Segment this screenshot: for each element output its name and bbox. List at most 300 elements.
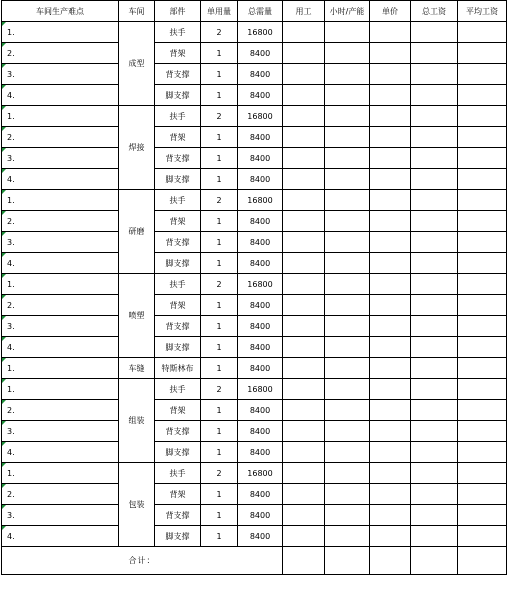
unit-qty-cell[interactable]: 2 — [201, 22, 238, 43]
input-cell[interactable] — [370, 421, 411, 442]
difficulty-cell[interactable] — [2, 337, 119, 358]
unit-qty-cell[interactable]: 1 — [201, 337, 238, 358]
difficulty-cell[interactable] — [2, 22, 119, 43]
difficulty-number: 3. — [7, 426, 15, 436]
input-cell[interactable] — [283, 463, 325, 484]
input-cell[interactable] — [325, 85, 370, 106]
total-qty-cell[interactable]: 16800 — [238, 274, 283, 295]
total-qty-cell[interactable]: 8400 — [238, 85, 283, 106]
cell-marker-icon — [2, 379, 6, 383]
part-cell[interactable]: 背架 — [155, 43, 201, 64]
unit-qty-cell[interactable]: 2 — [201, 463, 238, 484]
input-cell[interactable] — [370, 253, 411, 274]
workshop-cell[interactable]: 焊接 — [119, 106, 155, 190]
total-qty-cell[interactable]: 8400 — [238, 337, 283, 358]
input-cell[interactable] — [458, 337, 507, 358]
input-cell[interactable] — [325, 106, 370, 127]
cell-marker-icon — [2, 85, 6, 89]
table-row — [2, 316, 507, 337]
table-row — [2, 211, 507, 232]
part-cell[interactable]: 特斯林布 — [155, 358, 201, 379]
cell-marker-icon — [2, 421, 6, 425]
input-cell[interactable] — [325, 421, 370, 442]
input-cell[interactable] — [325, 295, 370, 316]
input-cell[interactable] — [325, 505, 370, 526]
part-cell[interactable]: 背支撑 — [155, 505, 201, 526]
input-cell[interactable] — [283, 211, 325, 232]
part-cell[interactable]: 脚支撑 — [155, 526, 201, 547]
total-qty-cell[interactable]: 8400 — [238, 316, 283, 337]
unit-qty-cell[interactable]: 1 — [201, 295, 238, 316]
total-qty-cell[interactable]: 16800 — [238, 190, 283, 211]
header-part[interactable]: 部件 — [155, 1, 201, 22]
cell-marker-icon — [2, 127, 6, 131]
input-cell[interactable] — [370, 64, 411, 85]
input-cell[interactable] — [458, 85, 507, 106]
input-cell[interactable] — [325, 43, 370, 64]
total-qty-cell[interactable]: 8400 — [238, 442, 283, 463]
input-cell[interactable] — [458, 526, 507, 547]
input-cell[interactable] — [411, 379, 458, 400]
input-cell[interactable] — [370, 295, 411, 316]
table-row — [2, 337, 507, 358]
part-cell[interactable]: 背架 — [155, 484, 201, 505]
input-cell[interactable] — [283, 442, 325, 463]
input-cell[interactable] — [283, 232, 325, 253]
input-cell[interactable] — [458, 148, 507, 169]
header-total-wage[interactable]: 总工资 — [411, 1, 458, 22]
total-qty-cell[interactable]: 16800 — [238, 22, 283, 43]
input-cell[interactable] — [370, 211, 411, 232]
difficulty-number: 3. — [7, 153, 15, 163]
total-input-cell[interactable] — [283, 547, 325, 575]
input-cell[interactable] — [370, 148, 411, 169]
input-cell[interactable] — [458, 379, 507, 400]
difficulty-number: 2. — [7, 48, 15, 58]
part-cell[interactable]: 背架 — [155, 127, 201, 148]
header-total-qty[interactable]: 总需量 — [238, 1, 283, 22]
part-cell[interactable]: 扶手 — [155, 274, 201, 295]
difficulty-number: 1. — [7, 279, 15, 289]
input-cell[interactable] — [283, 148, 325, 169]
input-cell[interactable] — [325, 400, 370, 421]
unit-qty-cell[interactable]: 1 — [201, 400, 238, 421]
total-qty-cell[interactable]: 16800 — [238, 463, 283, 484]
input-cell[interactable] — [411, 526, 458, 547]
table-row — [2, 106, 507, 127]
total-input-cell[interactable] — [411, 547, 458, 575]
input-cell[interactable] — [370, 43, 411, 64]
input-cell[interactable] — [411, 400, 458, 421]
workshop-cell[interactable]: 喷塑 — [119, 274, 155, 358]
input-cell[interactable] — [458, 106, 507, 127]
input-cell[interactable] — [325, 526, 370, 547]
input-cell[interactable] — [325, 22, 370, 43]
input-cell[interactable] — [370, 274, 411, 295]
difficulty-cell[interactable] — [2, 190, 119, 211]
input-cell[interactable] — [283, 127, 325, 148]
total-qty-cell[interactable]: 8400 — [238, 253, 283, 274]
input-cell[interactable] — [411, 211, 458, 232]
unit-qty-cell[interactable]: 1 — [201, 358, 238, 379]
part-cell[interactable]: 背架 — [155, 295, 201, 316]
part-cell[interactable]: 背架 — [155, 400, 201, 421]
part-cell[interactable]: 背支撑 — [155, 148, 201, 169]
difficulty-cell[interactable] — [2, 106, 119, 127]
total-qty-cell[interactable]: 8400 — [238, 43, 283, 64]
input-cell[interactable] — [411, 463, 458, 484]
total-qty-cell[interactable]: 8400 — [238, 148, 283, 169]
workshop-cell[interactable]: 车缝 — [119, 358, 155, 379]
unit-qty-cell[interactable]: 1 — [201, 232, 238, 253]
difficulty-cell[interactable] — [2, 43, 119, 64]
part-cell[interactable]: 背支撑 — [155, 232, 201, 253]
header-unit-price[interactable]: 单价 — [370, 1, 411, 22]
input-cell[interactable] — [283, 505, 325, 526]
input-cell[interactable] — [411, 421, 458, 442]
input-cell[interactable] — [283, 274, 325, 295]
difficulty-cell[interactable] — [2, 64, 119, 85]
header-avg-wage[interactable]: 平均工资 — [458, 1, 507, 22]
table-row — [2, 421, 507, 442]
total-input-cell[interactable] — [370, 547, 411, 575]
table-row — [2, 505, 507, 526]
part-cell[interactable]: 背支撑 — [155, 64, 201, 85]
difficulty-cell[interactable] — [2, 442, 119, 463]
difficulty-number: 4. — [7, 90, 15, 100]
input-cell[interactable] — [411, 274, 458, 295]
part-cell[interactable]: 背架 — [155, 211, 201, 232]
unit-qty-cell[interactable]: 2 — [201, 190, 238, 211]
difficulty-cell[interactable] — [2, 274, 119, 295]
difficulty-cell[interactable] — [2, 358, 119, 379]
input-cell[interactable] — [411, 232, 458, 253]
difficulty-cell[interactable] — [2, 169, 119, 190]
input-cell[interactable] — [325, 442, 370, 463]
cell-marker-icon — [2, 190, 6, 194]
input-cell[interactable] — [283, 190, 325, 211]
input-cell[interactable] — [370, 442, 411, 463]
unit-qty-cell[interactable]: 1 — [201, 85, 238, 106]
part-cell[interactable]: 扶手 — [155, 190, 201, 211]
table-row — [2, 64, 507, 85]
part-cell[interactable]: 扶手 — [155, 463, 201, 484]
input-cell[interactable] — [458, 295, 507, 316]
cell-marker-icon — [2, 400, 6, 404]
difficulty-cell[interactable] — [2, 85, 119, 106]
input-cell[interactable] — [325, 127, 370, 148]
input-cell[interactable] — [411, 316, 458, 337]
input-cell[interactable] — [283, 169, 325, 190]
table-row — [2, 400, 507, 421]
difficulty-number: 4. — [7, 258, 15, 268]
input-cell[interactable] — [325, 316, 370, 337]
cell-marker-icon — [2, 526, 6, 530]
total-label: 合计： — [2, 547, 283, 575]
header-difficulty[interactable]: 车间生产难点 — [2, 1, 119, 22]
table-row — [2, 295, 507, 316]
unit-qty-cell[interactable]: 1 — [201, 127, 238, 148]
unit-qty-cell[interactable]: 1 — [201, 211, 238, 232]
difficulty-number: 1. — [7, 195, 15, 205]
input-cell[interactable] — [283, 295, 325, 316]
input-cell[interactable] — [325, 190, 370, 211]
input-cell[interactable] — [283, 85, 325, 106]
input-cell[interactable] — [458, 211, 507, 232]
input-cell[interactable] — [458, 43, 507, 64]
total-qty-cell[interactable]: 8400 — [238, 232, 283, 253]
table-row — [2, 274, 507, 295]
input-cell[interactable] — [411, 295, 458, 316]
input-cell[interactable] — [325, 484, 370, 505]
part-cell[interactable]: 扶手 — [155, 379, 201, 400]
input-cell[interactable] — [370, 358, 411, 379]
cell-marker-icon — [2, 463, 6, 467]
unit-qty-cell[interactable]: 1 — [201, 505, 238, 526]
unit-qty-cell[interactable]: 1 — [201, 526, 238, 547]
cell-marker-icon — [2, 358, 6, 362]
input-cell[interactable] — [411, 85, 458, 106]
input-cell[interactable] — [325, 337, 370, 358]
input-cell[interactable] — [325, 169, 370, 190]
unit-qty-cell[interactable]: 1 — [201, 148, 238, 169]
total-qty-cell[interactable]: 8400 — [238, 358, 283, 379]
total-qty-cell[interactable]: 16800 — [238, 379, 283, 400]
input-cell[interactable] — [370, 22, 411, 43]
difficulty-number: 1. — [7, 468, 15, 478]
input-cell[interactable] — [283, 253, 325, 274]
unit-qty-cell[interactable]: 2 — [201, 106, 238, 127]
cell-marker-icon — [2, 43, 6, 47]
difficulty-number: 2. — [7, 489, 15, 499]
part-cell[interactable]: 脚支撑 — [155, 85, 201, 106]
difficulty-number: 2. — [7, 405, 15, 415]
input-cell[interactable] — [283, 379, 325, 400]
input-cell[interactable] — [370, 379, 411, 400]
header-hourly-capacity[interactable]: 小时/产能 — [325, 1, 370, 22]
difficulty-cell[interactable] — [2, 211, 119, 232]
input-cell[interactable] — [458, 505, 507, 526]
difficulty-number: 1. — [7, 111, 15, 121]
input-cell[interactable] — [370, 526, 411, 547]
input-cell[interactable] — [370, 316, 411, 337]
input-cell[interactable] — [458, 358, 507, 379]
total-qty-cell[interactable]: 8400 — [238, 64, 283, 85]
part-cell[interactable]: 脚支撑 — [155, 169, 201, 190]
input-cell[interactable] — [370, 484, 411, 505]
unit-qty-cell[interactable]: 2 — [201, 379, 238, 400]
input-cell[interactable] — [411, 127, 458, 148]
unit-qty-cell[interactable]: 1 — [201, 421, 238, 442]
input-cell[interactable] — [370, 190, 411, 211]
input-cell[interactable] — [458, 484, 507, 505]
total-input-cell[interactable] — [458, 547, 507, 575]
input-cell[interactable] — [458, 463, 507, 484]
total-qty-cell[interactable]: 8400 — [238, 484, 283, 505]
unit-qty-cell[interactable]: 1 — [201, 169, 238, 190]
difficulty-number: 3. — [7, 321, 15, 331]
table-row — [2, 253, 507, 274]
input-cell[interactable] — [283, 106, 325, 127]
input-cell[interactable] — [325, 148, 370, 169]
workshop-cell[interactable]: 包装 — [119, 463, 155, 547]
input-cell[interactable] — [458, 64, 507, 85]
table-row — [2, 190, 507, 211]
input-cell[interactable] — [325, 274, 370, 295]
input-cell[interactable] — [283, 526, 325, 547]
cell-marker-icon — [2, 22, 6, 26]
input-cell[interactable] — [325, 463, 370, 484]
difficulty-number: 2. — [7, 216, 15, 226]
workshop-cell[interactable]: 成型 — [119, 22, 155, 106]
input-cell[interactable] — [325, 64, 370, 85]
total-qty-cell[interactable]: 8400 — [238, 169, 283, 190]
part-cell[interactable]: 脚支撑 — [155, 442, 201, 463]
difficulty-cell[interactable] — [2, 232, 119, 253]
input-cell[interactable] — [458, 232, 507, 253]
input-cell[interactable] — [283, 316, 325, 337]
header-unit-qty[interactable]: 单用量 — [201, 1, 238, 22]
input-cell[interactable] — [283, 64, 325, 85]
difficulty-cell[interactable] — [2, 148, 119, 169]
part-cell[interactable]: 扶手 — [155, 106, 201, 127]
cell-marker-icon — [2, 106, 6, 110]
total-qty-cell[interactable]: 16800 — [238, 106, 283, 127]
input-cell[interactable] — [458, 274, 507, 295]
workshop-cell[interactable]: 组装 — [119, 379, 155, 463]
unit-qty-cell[interactable]: 1 — [201, 64, 238, 85]
table-row — [2, 127, 507, 148]
input-cell[interactable] — [283, 400, 325, 421]
difficulty-cell[interactable] — [2, 526, 119, 547]
input-cell[interactable] — [458, 253, 507, 274]
input-cell[interactable] — [370, 505, 411, 526]
table-row — [2, 148, 507, 169]
input-cell[interactable] — [411, 169, 458, 190]
total-qty-cell[interactable]: 8400 — [238, 421, 283, 442]
input-cell[interactable] — [283, 337, 325, 358]
input-cell[interactable] — [411, 442, 458, 463]
header-workshop[interactable]: 车间 — [119, 1, 155, 22]
input-cell[interactable] — [370, 127, 411, 148]
input-cell[interactable] — [458, 190, 507, 211]
difficulty-cell[interactable] — [2, 463, 119, 484]
difficulty-cell[interactable] — [2, 127, 119, 148]
input-cell[interactable] — [370, 463, 411, 484]
total-qty-cell[interactable]: 8400 — [238, 127, 283, 148]
difficulty-cell[interactable] — [2, 505, 119, 526]
unit-qty-cell[interactable]: 1 — [201, 442, 238, 463]
total-input-cell[interactable] — [325, 547, 370, 575]
cell-marker-icon — [2, 211, 6, 215]
difficulty-cell[interactable] — [2, 379, 119, 400]
total-row — [2, 547, 507, 575]
table-row — [2, 526, 507, 547]
unit-qty-cell[interactable]: 1 — [201, 253, 238, 274]
input-cell[interactable] — [411, 148, 458, 169]
input-cell[interactable] — [370, 337, 411, 358]
input-cell[interactable] — [370, 106, 411, 127]
total-qty-cell[interactable]: 8400 — [238, 526, 283, 547]
difficulty-number: 4. — [7, 174, 15, 184]
part-cell[interactable]: 背支撑 — [155, 316, 201, 337]
unit-qty-cell[interactable]: 2 — [201, 274, 238, 295]
input-cell[interactable] — [325, 232, 370, 253]
input-cell[interactable] — [411, 106, 458, 127]
input-cell[interactable] — [458, 169, 507, 190]
input-cell[interactable] — [370, 232, 411, 253]
total-qty-cell[interactable]: 8400 — [238, 295, 283, 316]
input-cell[interactable] — [325, 358, 370, 379]
cell-marker-icon — [2, 505, 6, 509]
header-labor[interactable]: 用工 — [283, 1, 325, 22]
input-cell[interactable] — [411, 358, 458, 379]
input-cell[interactable] — [411, 505, 458, 526]
unit-qty-cell[interactable]: 1 — [201, 316, 238, 337]
part-cell[interactable]: 脚支撑 — [155, 253, 201, 274]
input-cell[interactable] — [411, 64, 458, 85]
input-cell[interactable] — [411, 43, 458, 64]
cell-marker-icon — [2, 274, 6, 278]
difficulty-cell[interactable] — [2, 316, 119, 337]
difficulty-cell[interactable] — [2, 421, 119, 442]
part-cell[interactable]: 背支撑 — [155, 421, 201, 442]
difficulty-number: 3. — [7, 510, 15, 520]
input-cell[interactable] — [411, 253, 458, 274]
input-cell[interactable] — [283, 358, 325, 379]
difficulty-number: 3. — [7, 237, 15, 247]
input-cell[interactable] — [325, 379, 370, 400]
input-cell[interactable] — [458, 127, 507, 148]
input-cell[interactable] — [283, 484, 325, 505]
unit-qty-cell[interactable]: 1 — [201, 43, 238, 64]
unit-qty-cell[interactable]: 1 — [201, 484, 238, 505]
cell-marker-icon — [2, 337, 6, 341]
input-cell[interactable] — [411, 22, 458, 43]
part-cell[interactable]: 扶手 — [155, 22, 201, 43]
total-qty-cell[interactable]: 8400 — [238, 400, 283, 421]
input-cell[interactable] — [370, 400, 411, 421]
input-cell[interactable] — [283, 421, 325, 442]
input-cell[interactable] — [458, 400, 507, 421]
difficulty-number: 1. — [7, 363, 15, 373]
input-cell[interactable] — [411, 484, 458, 505]
total-qty-cell[interactable]: 8400 — [238, 505, 283, 526]
total-qty-cell[interactable]: 8400 — [238, 211, 283, 232]
input-cell[interactable] — [411, 190, 458, 211]
difficulty-cell[interactable] — [2, 295, 119, 316]
input-cell[interactable] — [458, 316, 507, 337]
input-cell[interactable] — [325, 211, 370, 232]
difficulty-number: 2. — [7, 300, 15, 310]
workshop-cell[interactable]: 研磨 — [119, 190, 155, 274]
input-cell[interactable] — [370, 85, 411, 106]
input-cell[interactable] — [458, 442, 507, 463]
input-cell[interactable] — [370, 169, 411, 190]
difficulty-number: 4. — [7, 531, 15, 541]
input-cell[interactable] — [283, 43, 325, 64]
difficulty-cell[interactable] — [2, 400, 119, 421]
input-cell[interactable] — [325, 253, 370, 274]
input-cell[interactable] — [458, 22, 507, 43]
input-cell[interactable] — [283, 22, 325, 43]
difficulty-cell[interactable] — [2, 484, 119, 505]
input-cell[interactable] — [458, 421, 507, 442]
part-cell[interactable]: 脚支撑 — [155, 337, 201, 358]
input-cell[interactable] — [411, 337, 458, 358]
difficulty-cell[interactable] — [2, 253, 119, 274]
difficulty-number: 2. — [7, 132, 15, 142]
